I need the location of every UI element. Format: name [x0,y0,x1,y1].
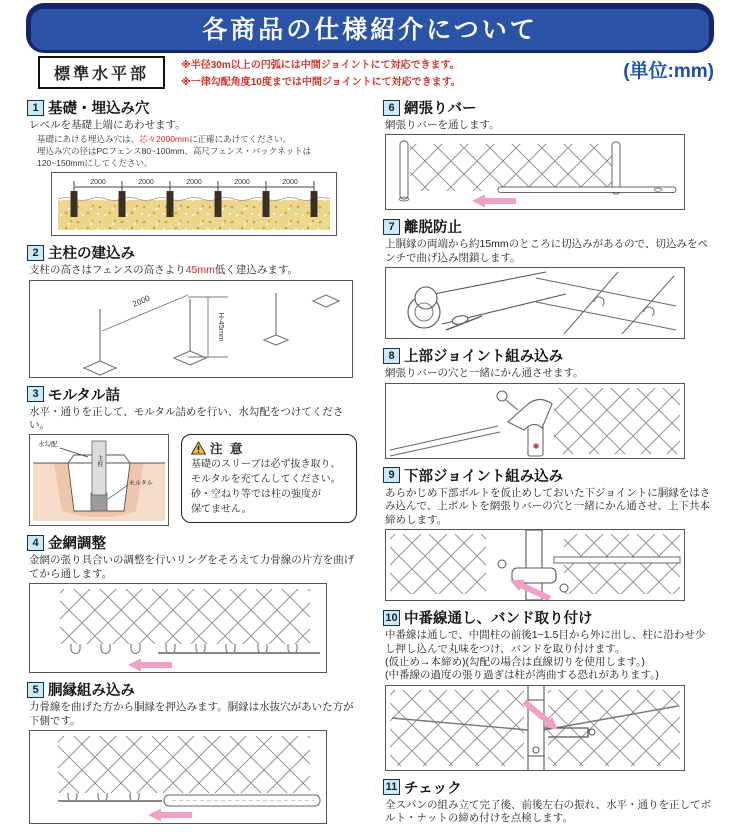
section-6-number: 6 [383,100,400,116]
section-1-note-2: 埋込み穴の径はPCフェンス80~100mm、高尺フェンス・バックネットは120~150mmにしてください。 [37,146,312,169]
section-5-body: 力骨線を曲げた方から胴縁を押込みます。胴縁は水抜穴があいた方が下側です。 [29,701,354,727]
caution-text: 基礎のスリーブは必ず抜き取り、 モルタルを充てんしてください。 砂・空ねり等では柱の強度が 保てません。 [191,459,341,516]
svg-text:2000: 2000 [90,179,106,187]
section-9 [383,465,713,601]
push-direction-arrow-icon [128,659,172,672]
section-8-number: 8 [383,348,400,364]
svg-text:モルタル: モルタル [129,481,153,488]
section-5-title: 胴縁組み込み [48,683,135,700]
section-8-title: 上部ジョイント組み込み [404,349,564,366]
section-4-title: 金網調整 [48,536,106,553]
warning-triangle-icon [191,441,206,455]
mortar-fill-diagram [29,434,169,526]
section-3 [27,384,357,527]
svg-text:2000: 2000 [186,179,202,187]
tension-bar-diagram [385,134,685,210]
section-11-body: 全スパンの組み立て完了後、前後左右の振れ、水平・通りを正してボルト・ナットの締め付けを点検します。 [385,798,712,825]
svg-text:主柱: 主柱 [96,455,102,468]
page-title: 各商品の仕様紹介について [31,9,709,50]
section-9-body: あらかじめ下部ボルトを仮止めしておいた下ジョイントに胴縁をはさみ込んで、上ボルトを網張りバーの穴と一緒にかん通させ、上下共本締めします。 [385,486,711,526]
middle-wire-band-diagram [385,685,685,771]
section-11-title: チェック [404,780,462,797]
header-row [38,56,714,91]
section-3-number: 3 [27,386,44,402]
section-2-body: 支柱の高さはフェンスの高さより45mm低く建込みます。 [29,264,299,277]
section-9-number: 9 [383,467,400,483]
svg-text:水勾配: 水勾配 [38,441,58,449]
section-6-title: 網張りバー [404,101,477,117]
insert-direction-arrow-icon [472,195,516,208]
caution-title: 注 意 [210,442,245,457]
header-note-1: ※半径30m以上の円弧には中間ジョイントにて対応できます。 [181,60,460,71]
section-1-body: レベルを基礎上端にあわせます。 [29,119,186,131]
rail-insertion-diagram [29,730,327,824]
section-4 [27,532,357,673]
section-2 [27,242,357,377]
section-2-title: 主柱の建込み [48,246,135,263]
section-4-body: 金網の張り具合いの調整を行いリングをそろえて力骨線の片方を曲げてから通します。 [29,554,355,580]
post-erection-diagram [29,280,353,378]
svg-text:H-45mm: H-45mm [217,312,226,341]
section-10 [383,607,713,771]
section-3-body: 水平・通りを正して、モルタル詰めを行い、水勾配をつけてください。 [29,405,344,431]
section-5-number: 5 [27,682,44,698]
section-4-number: 4 [27,535,44,551]
left-column [27,97,357,832]
section-11 [383,777,713,826]
unit-label: (単位:mm) [623,61,714,82]
section-10-number: 10 [383,610,400,626]
section-5 [27,679,357,824]
section-6 [383,97,713,210]
header-notes [181,56,461,91]
section-8-body: 網張りバーの穴と一緒にかん通させます。 [385,367,584,380]
section-9-title: 下部ジョイント組み込み [404,468,564,485]
section-7 [383,216,713,339]
svg-text:2000: 2000 [234,179,250,187]
section-7-title: 離脱防止 [404,220,462,237]
section-7-number: 7 [383,219,400,235]
main-content [0,97,740,832]
bottom-joint-diagram [385,529,685,601]
svg-text:2000: 2000 [282,179,298,187]
section-1-note: 基礎にあける埋込み穴は、芯々2000mmに正確にあけてください。 埋込み穴の径はPCフェンス80~100mm、高尺フェンス・バックネットは120~150mmにしてください。 [37,134,312,169]
section-1-title: 基礎・埋込み穴 [48,101,150,117]
right-column [383,97,713,832]
section-10-title: 中番線通し、バンド取り付け [404,611,593,628]
section-1-number: 1 [27,100,44,116]
top-joint-diagram [385,383,685,459]
title-banner [26,3,714,53]
section-7-body: 上胴縁の両端から約15mmのところに切込みがあるので、切込みをペンチで曲げ込み閉鎖します。 [385,238,708,264]
caution-box [181,434,357,523]
section-6-body: 網張りバーを通します。 [385,119,500,131]
svg-text:2000: 2000 [131,293,152,309]
section-11-number: 11 [383,779,400,795]
push-direction-arrow-icon [148,809,192,822]
mesh-adjustment-diagram [29,583,327,673]
section-8 [383,345,713,458]
section-3-title: モルタル詰 [48,387,120,404]
header-note-2: ※一律勾配角度10度までは中間ジョイントにて対応できます。 [181,76,461,88]
section-label-box: 標準水平部 [38,56,165,89]
section-10-body: 中番線は通しで、中間柱の前後1~1.5目から外に出し、柱に沿わせ少し押し込んで丸味をつけ、バンドを取り付けます。 (仮止め→本締め)(勾配の場合は直線切りを使用します。) (中番線の過度の張り過ぎは柱が湾曲する恐れがあります。) [385,629,706,682]
foundation-holes-diagram [51,172,337,236]
detachment-prevention-diagram [385,267,685,339]
svg-text:2000: 2000 [138,179,154,187]
section-2-number: 2 [27,245,44,261]
section-1 [27,97,357,236]
